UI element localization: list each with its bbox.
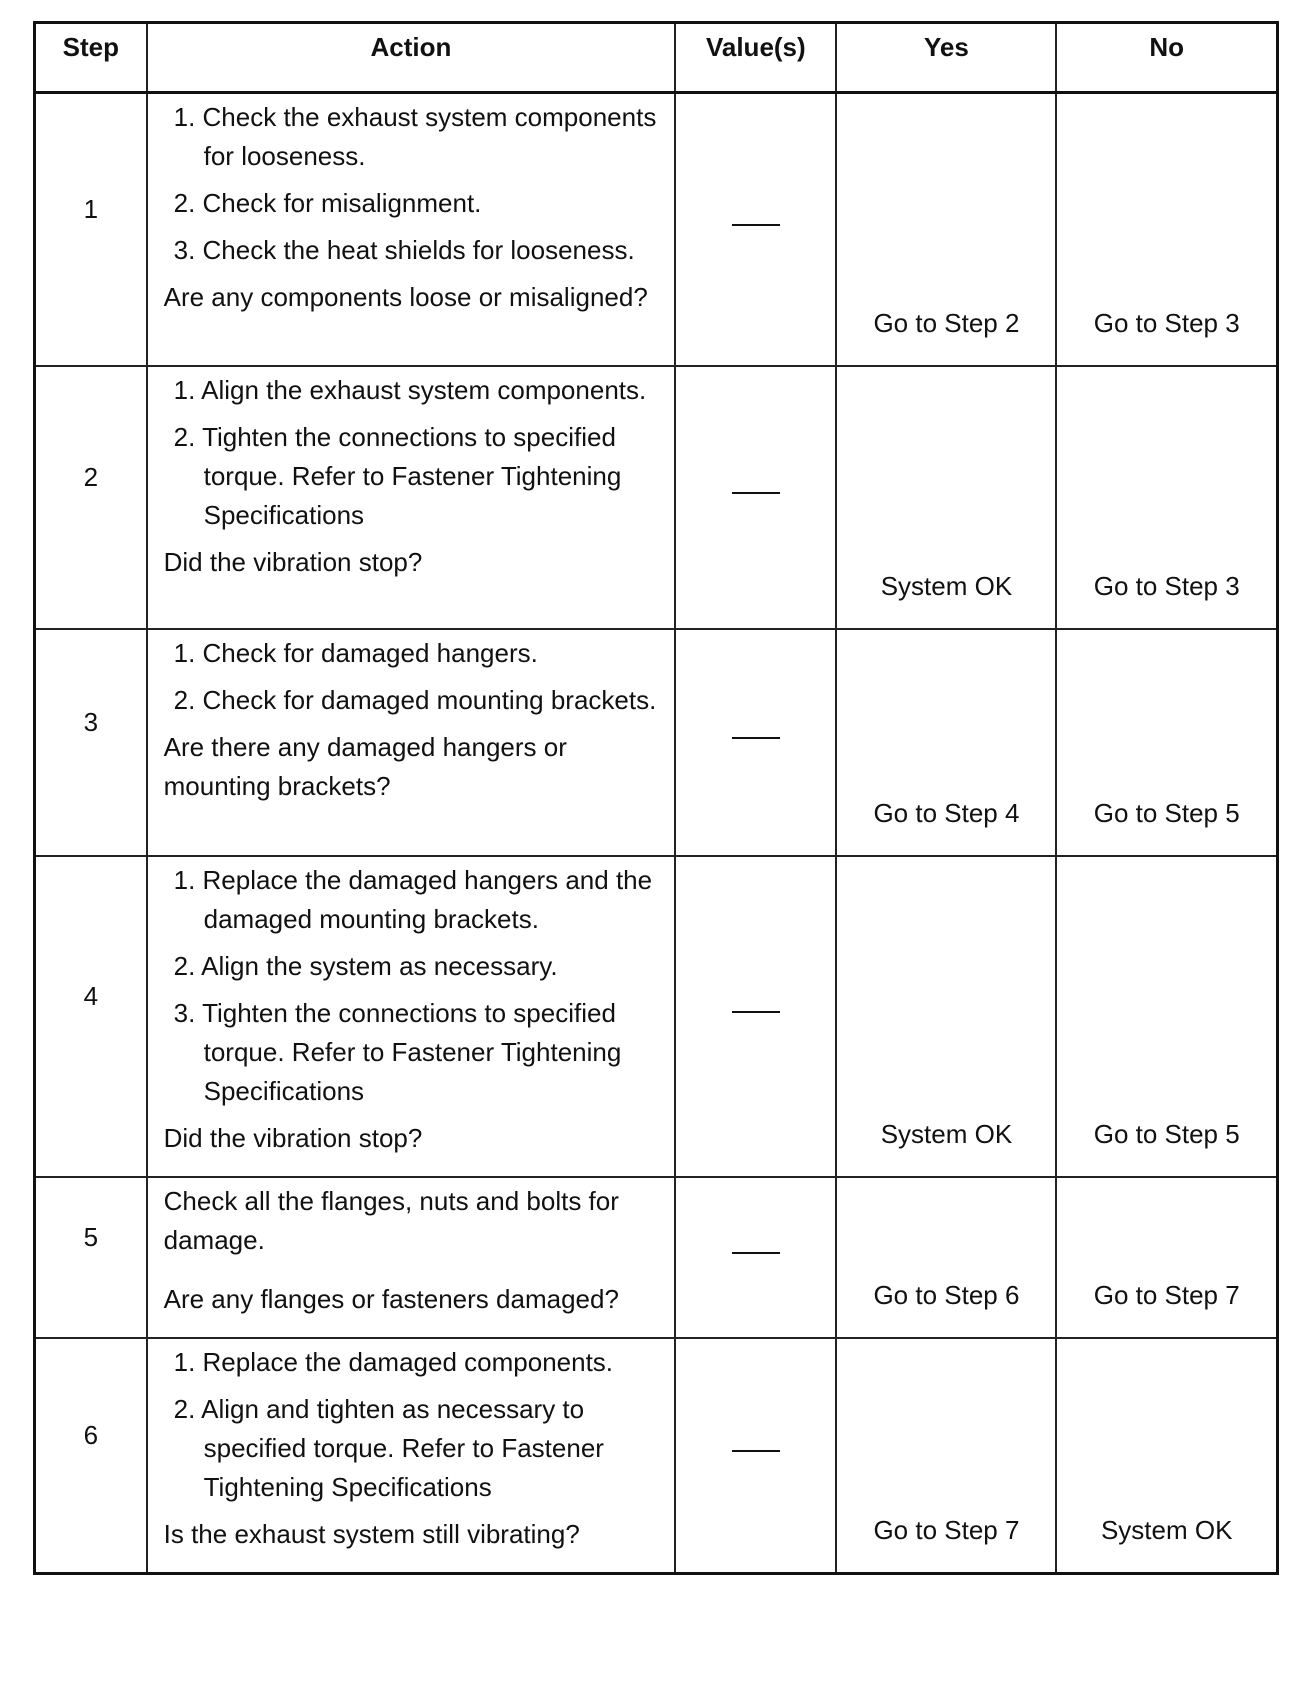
no-outcome: Go to Step 5	[1056, 629, 1277, 856]
step-number: 5	[35, 1177, 147, 1338]
header-yes: Yes	[836, 23, 1056, 93]
action-cell	[147, 366, 676, 629]
empty-value-dash	[732, 737, 780, 739]
yes-outcome: Go to Step 6	[836, 1177, 1056, 1338]
action-item: 2. Tighten the connections to specified torque. Refer to Fastener Tightening Specifications	[173, 421, 622, 530]
action-item: 2. Check for damaged mounting brackets.	[173, 684, 657, 715]
action-cell	[147, 1177, 676, 1338]
header-step: Step	[35, 23, 147, 93]
header-row	[35, 23, 1278, 93]
value-cell	[675, 366, 836, 629]
action-cell	[147, 856, 676, 1177]
no-outcome: Go to Step 3	[1056, 366, 1277, 629]
step-number: 2	[35, 366, 147, 629]
yes-outcome: System OK	[836, 856, 1056, 1177]
table-row	[35, 629, 1278, 856]
empty-value-dash	[732, 492, 780, 494]
yes-outcome: Go to Step 2	[836, 93, 1056, 366]
header-action: Action	[147, 23, 676, 93]
action-question: Are any components loose or misaligned?	[163, 282, 648, 312]
step-number: 3	[35, 629, 147, 856]
step-number: 4	[35, 856, 147, 1177]
table-row	[35, 856, 1278, 1177]
table-row	[35, 366, 1278, 629]
header-values: Value(s)	[675, 23, 836, 93]
action-item: 1. Replace the damaged components.	[173, 1346, 614, 1377]
action-item: 1. Align the exhaust system components.	[173, 374, 647, 405]
action-instruction: Check all the flanges, nuts and bolts for damage.	[163, 1185, 627, 1255]
table-row	[35, 93, 1278, 366]
action-cell	[147, 93, 676, 366]
table-row	[35, 1177, 1278, 1338]
action-item: 1. Check for damaged hangers.	[173, 637, 538, 668]
value-cell	[675, 1338, 836, 1574]
action-item: 3. Check the heat shields for looseness.	[173, 235, 635, 265]
empty-value-dash	[732, 224, 780, 226]
diagnostic-table	[33, 21, 1279, 1575]
yes-outcome: Go to Step 7	[836, 1338, 1056, 1574]
action-item: 1. Replace the damaged hangers and the damaged mounting brackets.	[173, 864, 653, 934]
empty-value-dash	[732, 1450, 780, 1452]
yes-outcome: Go to Step 4	[836, 629, 1056, 856]
header-no: No	[1056, 23, 1277, 93]
empty-value-dash	[732, 1252, 780, 1254]
no-outcome: Go to Step 3	[1056, 93, 1277, 366]
action-item: 2. Check for misalignment.	[173, 188, 482, 218]
action-cell	[147, 629, 676, 856]
action-question: Are any flanges or fasteners damaged?	[163, 1283, 619, 1314]
value-cell	[675, 629, 836, 856]
action-item: 2. Align the system as necessary.	[173, 950, 558, 981]
action-item: 3. Tighten the connections to specified torque. Refer to Fastener Tightening Specifications	[173, 997, 622, 1106]
action-question: Did the vibration stop?	[163, 546, 423, 577]
action-item: 2. Align and tighten as necessary to specified torque. Refer to Fastener Tightening Specifications	[173, 1393, 604, 1502]
action-question: Is the exhaust system still vibrating?	[163, 1518, 580, 1549]
table-body	[35, 93, 1278, 1574]
step-number: 1	[35, 93, 147, 366]
empty-value-dash	[732, 1011, 780, 1013]
value-cell	[675, 856, 836, 1177]
no-outcome: Go to Step 5	[1056, 856, 1277, 1177]
no-outcome: Go to Step 7	[1056, 1177, 1277, 1338]
value-cell	[675, 93, 836, 366]
table-row	[35, 1338, 1278, 1574]
yes-outcome: System OK	[836, 366, 1056, 629]
step-number: 6	[35, 1338, 147, 1574]
value-cell	[675, 1177, 836, 1338]
action-item: 1. Check the exhaust system components for looseness.	[173, 102, 657, 171]
action-cell	[147, 1338, 676, 1574]
action-question: Did the vibration stop?	[163, 1122, 423, 1153]
action-question: Are there any damaged hangers or mounting brackets?	[163, 731, 567, 801]
no-outcome: System OK	[1056, 1338, 1277, 1574]
